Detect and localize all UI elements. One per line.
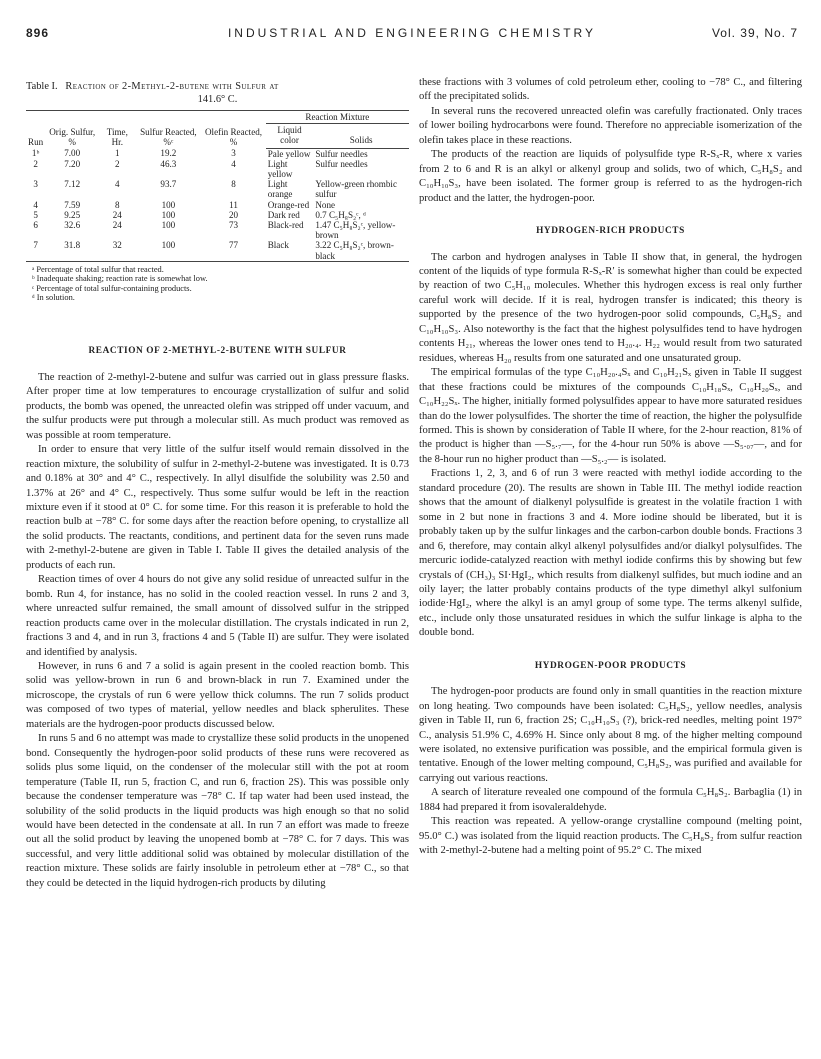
cell: Sulfur needles [315,158,368,169]
cell: 4 [115,179,120,190]
section-heading: HYDROGEN-RICH PRODUCTS [536,226,685,237]
footnote: ᶜ Percentage of total sulfur-containing products. [32,283,192,293]
cell: Light orange [267,179,293,200]
table-row [26,200,409,210]
table-title: Reaction of 2-Methyl-2-butene with Sulfur at [65,81,279,92]
cell: 7.00 [64,148,81,159]
cell: 1.47 C₅H₈S₂ᶜ, yellow-brown [315,220,396,241]
left-column [26,80,409,891]
paragraph: The reaction of 2-methyl-2-butene and sulfur was carried out in glass pressure flasks. After proper time at low temperatures to encourage crystallization of sulfur and solid products, the bomb was opened, the unreacted olefin was stripped off under vacuum, and the sulfur products were put through a molecular still. As much product was removed as was possible at room temperature. [26,371,409,441]
cell: 100 [161,220,176,231]
cell: 2 [115,158,120,169]
cell: 0.7 C₅H₈S₂ᶜ, ᵈ [315,209,366,220]
cell: 1 [115,148,120,159]
cell: 73 [228,220,239,231]
cell: Sulfur needles [315,148,368,159]
table-row [26,179,409,199]
spacer [26,302,409,326]
paragraph: In runs 5 and 6 no attempt was made to crystallize these solid products in the unopened bond. Consequently the hydrogen-poor solid products of these runs were recovered as solids plus some liquid, on the condenser of the molecular still with the pot at room temperature (Table II, run 5, fraction C, and run 6, fraction 2S). This was possible only because the condenser temperature was −78° C. If tap water had been used instead, the solubility of the solid products in the liquid products was high enough so that no solid would have been detected in the condensate at all. In run 7 an effort was made to freeze out all the solid product by leaving the unopened bomb at −78° C. for 7 days. This was successful, and very little additional solid was obtained by molecular distillation of the reaction mixture. These solids are fairly insoluble in petroleum ether at −78° C., so that they could be detected in the liquid hydrogen-rich products by diluting [26,733,409,889]
table-row [26,148,409,159]
col-header: Time, Hr. [106,126,128,147]
cell: 32 [112,240,122,251]
cell: 19.2 [160,148,177,159]
cell: 32.6 [64,220,81,231]
col-header: Solids [313,124,409,148]
paragraph: The products of the reaction are liquids of polysulfide type R-Sₓ-R, where x varies from 2 to 6 and R is an alkyl or alkenyl group and solids, two of which, C₅H₈S₂ and C₁₀H₁₀S₃, have been isolated. The former group is referred to as the hydrogen-rich product and the latter, the hydrogen-poor. [419,149,802,204]
cell: Black-red [267,220,304,231]
col-header: Run [28,136,44,147]
paragraph: The empirical formulas of the type C₁₀H₂₀.₄Sₓ and C₁₀H₂₁Sₓ given in Table II suggest that these fractions could be mixtures of the compounds C₁₀H₁₈Sₓ, C₁₀H₂₀Sₓ, and C₁₀H₂₂Sₓ. The higher, initially formed polysulfides appear to have more saturated residues than do the lower polysulfides. The shorter the time of reaction, the higher the polysulfide formed. This is shown by consideration of Table II where, for the 2-hour reaction, 81% of the product is higher than —S₅.₇—, for the 4-hour run 50% is above —S₅.₀₇—, and for the 8-hour run no higher product than —S₅.₂— is isolated. [419,367,802,465]
footnote: ᵃ Percentage of total sulfur that reacted. [32,264,164,274]
right-column [419,76,802,859]
paragraph: However, in runs 6 and 7 a solid is again present in the cooled reaction bomb. This solid was yellow-brown in run 6 and brown-black in run 7. Examined under the microscope, the crystals of run 6 were yellow thick columns. The run 7 solids product was composed of two types of material, yellow needles and black spherulites. These materials are the hydrogen-poor products discussed below. [26,660,409,730]
table-row [26,220,409,240]
cell: 77 [228,240,239,251]
cell: Orange-red [267,199,310,210]
cell: 11 [229,199,238,210]
cell: Dark red [267,209,300,220]
cell: Pale yellow [267,148,311,159]
paragraph: Fractions 1, 2, 3, and 6 of run 3 were reacted with methyl iodide according to the standard procedure (20). The results are shown in Table III. The methyl iodide reaction shows that the amount of dialkenyl polysulfide is greatest in the volatile fraction 1 with some in 2 but none in fractions 3 and 4. More iodine should be liberated, but it is probably taken up by the sulfur linkages and the carbon-carbon double bonds. Fractions 3 and 6, therefore, may contain alkyl alkenyl polysulfides and/or dialkyl polysulfides. The mercuric iodide-catalyzed reaction with methyl iodide confirms this by showing but few crystals of (CH₃)₃ SI·HgI₂, which results from dialkenyl sulfides, but much iodine and an oily layer; the latter probably contains products of the type dimethyl alkyl sulfonium iodide·HgI₂, where the alkyl is an amyl group of some type. The terms alkenyl sulfide, etc., include only those unsaturated residues in which the sulfur linkage is alpha to the double bond. [419,468,802,639]
cell: 2 [33,158,38,169]
cell: 100 [161,240,176,251]
paragraph: Reaction times of over 4 hours do not give any solid residue of unreacted sulfur in the bomb. Run 4, for instance, has no solid in the cooled reaction vessel. In runs 2 and 3, where unreacted sulfur remained, the small amount of dissolved sulfur in the stripped reaction products came over in the molecular distillation. The crystals indicated in run 2, fractions 3 and 4, and in run 3, fractions 4 and 5 (Table II) are sulfur. They were isolated and identified by analysis. [26,574,409,658]
col-header: Liquid color [266,124,314,148]
paragraph: these fractions with 3 volumes of cold petroleum ether, cooling to −78° C., and filtering off the precipitated solids. [419,77,802,103]
running-header [26,26,798,46]
reaction-table [26,110,409,262]
cell: 6 [33,220,38,231]
paragraph: This reaction was repeated. A yellow-orange crystalline compound (melting point, 95.0° C.) was isolated from the liquid reaction products. The C₅H₈S₂ from sulfur reaction with 2-methyl-2-butene had a melting point of 95.2° C. The mixed [419,816,802,857]
cell: 5 [33,209,38,220]
cell: 100 [161,209,176,220]
cell: 9.25 [64,209,81,220]
cell: 7.12 [64,179,81,190]
paragraph: In order to ensure that very little of the sulfur itself would remain dissolved in the reaction mixture, the solubility of sulfur in 2-methyl-2-butene was investigated. It is 0.73 and 0.18% at 30° and 4° C., respectively. In allyl disulfide the solubility was 2.50 and 1.37% at 26° and 4° C., respectively. Thus some sulfur would be left in the reaction mixture even if it stood at 0° C. for some time. For this reason it is preferable to hold the reaction bulb at −78° C. for some days after the reaction before opening, to crystallize all the solid products. The reactants, conditions, and pertinent data for the seven runs made with 2-methyl-2-butene are given in Table I. Table II gives the detailed analysis of the products of each run. [26,444,409,571]
paragraph: A search of literature revealed one compound of the formula C₅H₈S₂. Barbaglia (1) in 1884 had prepared it from isovaleraldehyde. [419,787,802,813]
table-title-temp: 141.6° C. [197,94,238,105]
paragraph: The carbon and hydrogen analyses in Table II show that, in general, the hydrogen content of the liquids of type formula R-Sₓ-R′ is somewhat higher than could be expected by reaction of two C₅H₁₀ molecules. Whether this hydrogen excess is real only further careful work will decide. If it is real, hydrogen transfer is indicated; this theory is supported by the presence of the two hydrogen-poor solid compounds, C₅H₈S₂ and C₁₀H₁₀S₃. Also noteworthy is the fact that the highest polysulfides tend to have hydrogen contents H₂₁, whereas the lower ones tend to H₂₀.₄. H₂₂ would result from two saturated residues, whereas H₂₀ results from one saturated and one unsaturated group. [419,251,802,364]
paragraph: The hydrogen-poor products are found only in small quantities in the reaction mixture on long heating. Two compounds have been isolated: C₅H₈S₂, yellow needles, analysis given in Table II, run 6, fraction 2S; C₁₀H₁₀S₃ (?), brick-red needles, melting point 197° C., analysis 51.9% C, 4.69% H. Since only about 8 mg. of the higher melting compound were isolated, no extensive purification was possible, and the empirical formula given is tentative. Enough of the lower melting compound, C₅H₈S₂, was purified and available for carrying out various reactions. [419,686,802,784]
cell: 7.20 [64,158,81,169]
page-number: 896 [26,26,50,40]
cell: 3 [231,148,236,159]
cell: 3.22 C₅H₈S₂ᶜ, brown-black [315,240,394,261]
col-header: Orig. Sulfur, % [49,126,96,147]
cell: 93.7 [160,179,177,190]
paragraph: In several runs the recovered unreacted olefin was carefully fractionated. Only traces of lower boiling hydrocarbons were found. Therefore no appreciable isomerization of the olefin takes place in these reactions. [419,105,802,146]
cell: 1ᵇ [31,148,40,159]
volume-issue: Vol. 39, No. 7 [711,26,798,40]
footnote: ᵈ In solution. [32,293,75,303]
cell: 8 [231,179,236,190]
cell: 7.59 [64,199,81,210]
table-caption [26,80,409,106]
cell: 46.3 [160,158,177,169]
table-row [26,240,409,261]
journal-title: INDUSTRIAL AND ENGINEERING CHEMISTRY [227,26,597,40]
cell: 24 [112,220,122,231]
cell: Black [267,240,289,251]
cell: None [315,199,336,210]
cell: 7 [33,240,38,251]
section-heading: HYDROGEN-POOR PRODUCTS [534,660,687,671]
section-heading: REACTION OF 2-METHYL-2-BUTENE WITH SULFUR [88,346,347,357]
group-header: Reaction Mixture [266,111,409,124]
cell: Yellow-green rhombic sulfur [315,179,397,200]
cell: 4 [231,158,236,169]
cell: 4 [33,199,38,210]
footnote: ᵇ Inadequate shaking; reaction rate is somewhat low. [32,274,208,284]
cell: 3 [33,179,38,190]
table-footnotes [32,265,409,303]
table-row [26,210,409,220]
cell: Light yellow [267,158,293,180]
col-header: Olefin Reacted, % [204,126,263,147]
cell: 8 [115,199,120,210]
col-header: Sulfur Reacted, %ᶜ [140,126,197,147]
cell: 31.8 [64,240,81,251]
cell: 20 [228,209,239,220]
table-label: Table I. [26,81,58,92]
cell: 24 [112,209,122,220]
table-row [26,159,409,179]
cell: 100 [161,199,176,210]
